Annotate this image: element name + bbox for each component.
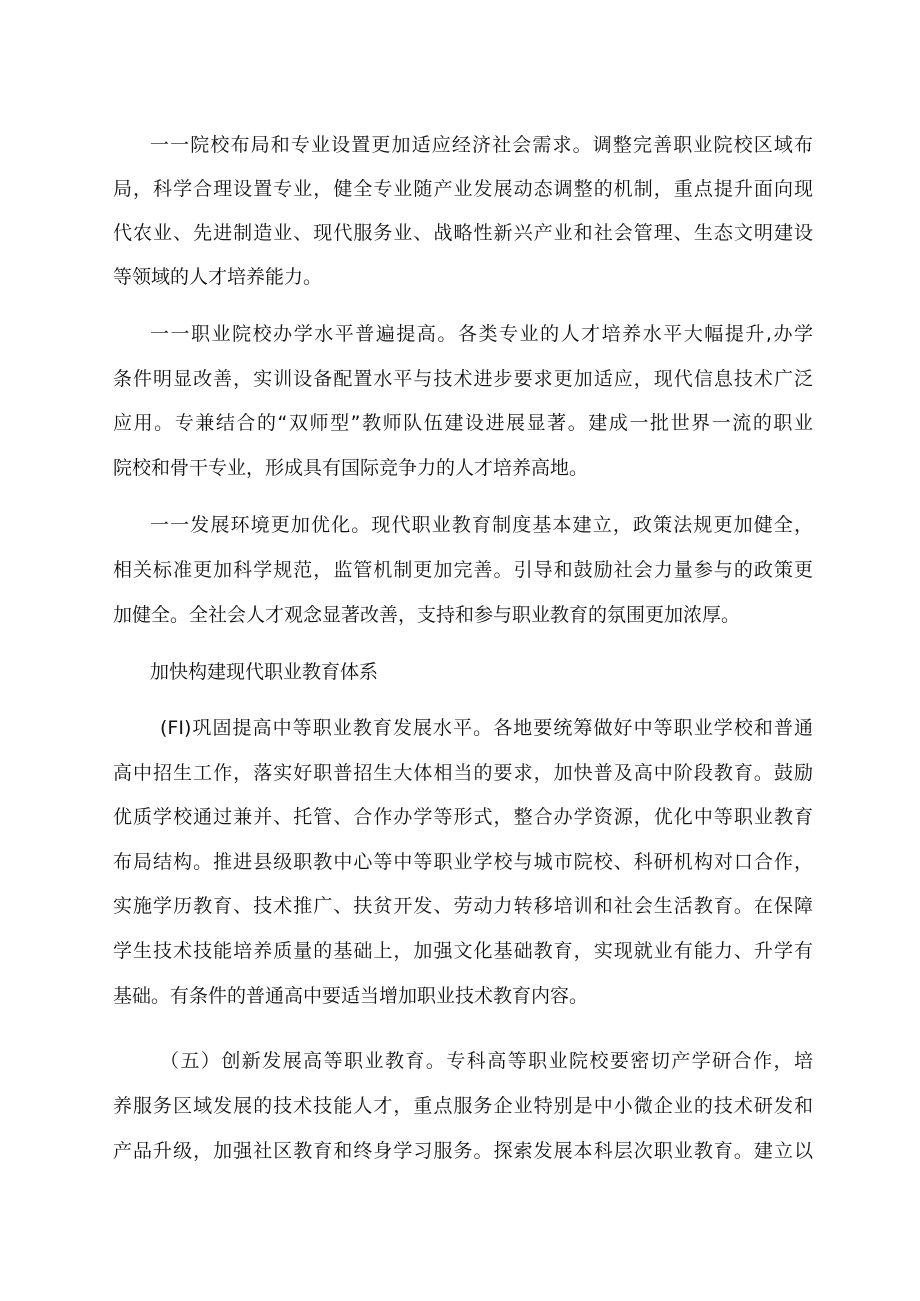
text-line: 一一发展环境更加优化。现代职业教育制度基本建立，政策法规更加健全， [150,514,813,536]
text-line: 院校和骨干专业，形成具有国际竞争力的人才培养高地。 [113,457,589,479]
text-line: 实施学历教育、技术推广、扶贫开发、劳动力转移培训和社会生活教育。在保障 [113,895,813,917]
text-line: （五）创新发展高等职业教育。专科高等职业院校要密切产学研合作，培 [160,1050,813,1072]
text-line: 学生技术技能培养质量的基础上，加强文化基础教育，实现就业有能力、升学有 [113,940,813,962]
text-line: 应用。专兼结合的“双师型”教师队伍建设进展显著。建成一批世界一流的职业 [113,412,813,434]
text-line: 养服务区域发展的技术技能人才，重点服务企业特别是中小微企业的技术研发和 [113,1095,813,1117]
text-line: (FI)巩固提高中等职业教育发展水平。各地要统筹做好中等职业学校和普通 [160,717,813,739]
text-line: 优质学校通过兼并、托管、合作办学等形式，整合办学资源，优化中等职业教育 [113,806,813,828]
text-line: 布局结构。推进县级职教中心等中等职业学校与城市院校、科研机构对口合作， [113,851,813,873]
section-heading: 加快构建现代职业教育体系 [150,661,379,683]
text-line: 等领域的人才培养能力。 [113,266,323,288]
text-line: 条件明显改善，实训设备配置水平与技术进步要求更加适应，现代信息技术广泛 [113,368,813,390]
text-line: 基础。有条件的普通高中要适当增加职业技术教育内容。 [113,985,589,1007]
text-line: 产品升级，加强社区教育和终身学习服务。探索发展本科层次职业教育。建立以 [113,1140,813,1162]
text-line: 高中招生工作，落实好职普招生大体相当的要求，加快普及高中阶段教育。鼓励 [113,762,813,784]
text-line: 局，科学合理设置专业，健全专业随产业发展动态调整的机制，重点提升面向现 [113,178,813,200]
text-line: 相关标准更加科学规范，监管机制更加完善。引导和鼓励社会力量参与的政策更 [113,559,813,581]
text-line: 一一职业院校办学水平普遍提高。各类专业的人才培养水平大幅提升,办学 [150,323,813,345]
text-line: 加健全。全社会人才观念显著改善，支持和参与职业教育的氛围更加浓厚。 [113,604,741,626]
text-line: 一一院校布局和专业设置更加适应经济社会需求。调整完善职业院校区域布 [150,134,813,156]
text-line: 代农业、先进制造业、现代服务业、战略性新兴产业和社会管理、生态文明建设 [113,222,813,244]
